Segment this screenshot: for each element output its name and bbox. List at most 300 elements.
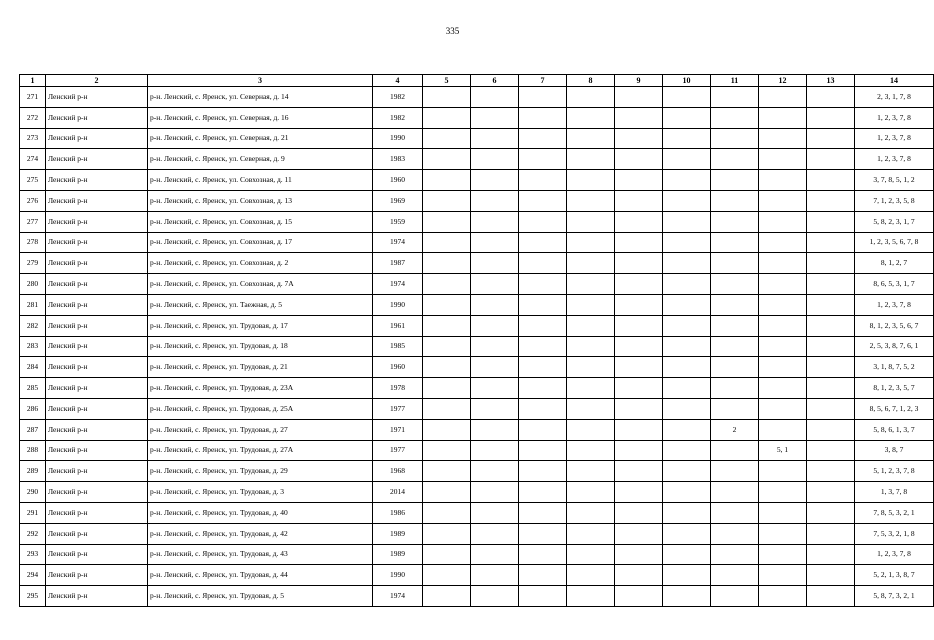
cell-col-12	[759, 586, 807, 607]
cell-col-8	[567, 149, 615, 170]
table-row	[20, 461, 934, 482]
column-header: 9	[615, 75, 663, 87]
cell-row-number: 294	[20, 565, 46, 586]
cell-col-12	[759, 357, 807, 378]
cell-col-10	[663, 544, 711, 565]
cell-col-13	[807, 107, 855, 128]
cell-col-8	[567, 419, 615, 440]
cell-col-12	[759, 378, 807, 399]
cell-col-14: 8, 1, 2, 3, 5, 6, 7	[855, 315, 934, 336]
cell-col-5	[423, 190, 471, 211]
cell-col-11	[711, 128, 759, 149]
cell-col-13	[807, 170, 855, 191]
table-row	[20, 232, 934, 253]
cell-row-number: 288	[20, 440, 46, 461]
cell-address: р-н. Ленский, с. Яренск, ул. Совхозная, д. 11	[148, 170, 373, 191]
cell-row-number: 275	[20, 170, 46, 191]
cell-col-6	[471, 523, 519, 544]
cell-col-14: 7, 5, 3, 2, 1, 8	[855, 523, 934, 544]
column-header: 4	[373, 75, 423, 87]
cell-col-11	[711, 523, 759, 544]
cell-col-8	[567, 170, 615, 191]
cell-col-12: 5, 1	[759, 440, 807, 461]
cell-year: 1974	[373, 232, 423, 253]
table-row	[20, 544, 934, 565]
cell-col-7	[519, 128, 567, 149]
table-row	[20, 149, 934, 170]
cell-col-9	[615, 149, 663, 170]
cell-col-12	[759, 315, 807, 336]
cell-address: р-н. Ленский, с. Яренск, ул. Совхозная, д. 17	[148, 232, 373, 253]
cell-district: Ленский р-н	[46, 336, 148, 357]
cell-col-14: 2, 3, 1, 7, 8	[855, 87, 934, 108]
cell-col-12	[759, 87, 807, 108]
cell-col-13	[807, 274, 855, 295]
cell-row-number: 283	[20, 336, 46, 357]
cell-col-13	[807, 502, 855, 523]
cell-col-5	[423, 149, 471, 170]
cell-col-8	[567, 315, 615, 336]
registry-table	[19, 74, 934, 607]
cell-col-7	[519, 565, 567, 586]
cell-col-5	[423, 232, 471, 253]
cell-col-11	[711, 565, 759, 586]
cell-address: р-н. Ленский, с. Яренск, ул. Трудовая, д. 5	[148, 586, 373, 607]
cell-col-9	[615, 461, 663, 482]
cell-col-5	[423, 523, 471, 544]
column-header: 14	[855, 75, 934, 87]
cell-col-10	[663, 232, 711, 253]
cell-col-5	[423, 482, 471, 503]
cell-year: 1990	[373, 565, 423, 586]
cell-col-6	[471, 315, 519, 336]
cell-col-9	[615, 87, 663, 108]
cell-address: р-н. Ленский, с. Яренск, ул. Трудовая, д. 23А	[148, 378, 373, 399]
cell-col-6	[471, 586, 519, 607]
cell-col-7	[519, 253, 567, 274]
cell-col-14: 8, 1, 2, 7	[855, 253, 934, 274]
cell-col-13	[807, 544, 855, 565]
cell-district: Ленский р-н	[46, 149, 148, 170]
cell-district: Ленский р-н	[46, 357, 148, 378]
cell-col-14: 3, 7, 8, 5, 1, 2	[855, 170, 934, 191]
cell-col-13	[807, 378, 855, 399]
cell-address: р-н. Ленский, с. Яренск, ул. Северная, д. 21	[148, 128, 373, 149]
cell-col-7	[519, 482, 567, 503]
cell-col-8	[567, 523, 615, 544]
cell-col-9	[615, 107, 663, 128]
column-header: 12	[759, 75, 807, 87]
cell-col-12	[759, 128, 807, 149]
cell-district: Ленский р-н	[46, 274, 148, 295]
cell-col-11	[711, 190, 759, 211]
table-row	[20, 170, 934, 191]
cell-col-7	[519, 211, 567, 232]
cell-col-14: 5, 2, 1, 3, 8, 7	[855, 565, 934, 586]
cell-col-11	[711, 440, 759, 461]
cell-col-10	[663, 461, 711, 482]
cell-col-6	[471, 253, 519, 274]
cell-col-7	[519, 419, 567, 440]
cell-col-5	[423, 211, 471, 232]
table-row	[20, 357, 934, 378]
cell-address: р-н. Ленский, с. Яренск, ул. Трудовая, д. 27А	[148, 440, 373, 461]
cell-year: 1986	[373, 502, 423, 523]
cell-col-5	[423, 253, 471, 274]
cell-district: Ленский р-н	[46, 419, 148, 440]
cell-col-8	[567, 502, 615, 523]
cell-col-9	[615, 523, 663, 544]
cell-col-14: 1, 3, 7, 8	[855, 482, 934, 503]
cell-row-number: 272	[20, 107, 46, 128]
cell-col-5	[423, 440, 471, 461]
cell-col-11	[711, 398, 759, 419]
cell-col-12	[759, 149, 807, 170]
cell-col-6	[471, 149, 519, 170]
cell-row-number: 279	[20, 253, 46, 274]
cell-col-13	[807, 482, 855, 503]
cell-col-14: 1, 2, 3, 7, 8	[855, 107, 934, 128]
cell-col-8	[567, 87, 615, 108]
cell-col-13	[807, 586, 855, 607]
cell-col-14: 1, 2, 3, 7, 8	[855, 294, 934, 315]
cell-col-9	[615, 128, 663, 149]
column-header: 10	[663, 75, 711, 87]
cell-year: 1960	[373, 357, 423, 378]
cell-col-11: 2	[711, 419, 759, 440]
cell-col-9	[615, 440, 663, 461]
cell-col-9	[615, 190, 663, 211]
cell-col-10	[663, 523, 711, 544]
cell-col-12	[759, 253, 807, 274]
cell-col-12	[759, 544, 807, 565]
cell-col-10	[663, 128, 711, 149]
cell-col-14: 8, 5, 6, 7, 1, 2, 3	[855, 398, 934, 419]
cell-row-number: 281	[20, 294, 46, 315]
cell-col-14: 1, 2, 3, 5, 6, 7, 8	[855, 232, 934, 253]
cell-col-7	[519, 523, 567, 544]
cell-row-number: 287	[20, 419, 46, 440]
cell-col-10	[663, 149, 711, 170]
cell-address: р-н. Ленский, с. Яренск, ул. Северная, д. 9	[148, 149, 373, 170]
cell-col-10	[663, 294, 711, 315]
cell-col-11	[711, 544, 759, 565]
cell-col-8	[567, 586, 615, 607]
cell-row-number: 286	[20, 398, 46, 419]
cell-col-12	[759, 336, 807, 357]
cell-district: Ленский р-н	[46, 170, 148, 191]
cell-year: 1983	[373, 149, 423, 170]
cell-col-9	[615, 170, 663, 191]
table-row	[20, 440, 934, 461]
cell-col-8	[567, 357, 615, 378]
table-row	[20, 523, 934, 544]
cell-col-14: 2, 5, 3, 8, 7, 6, 1	[855, 336, 934, 357]
cell-col-8	[567, 440, 615, 461]
cell-col-5	[423, 398, 471, 419]
cell-col-13	[807, 357, 855, 378]
table-header	[20, 75, 934, 87]
cell-col-7	[519, 461, 567, 482]
cell-col-6	[471, 170, 519, 191]
cell-district: Ленский р-н	[46, 398, 148, 419]
cell-year: 1969	[373, 190, 423, 211]
table-row	[20, 482, 934, 503]
cell-col-10	[663, 440, 711, 461]
cell-col-13	[807, 523, 855, 544]
cell-col-6	[471, 357, 519, 378]
cell-col-6	[471, 378, 519, 399]
cell-col-6	[471, 87, 519, 108]
cell-row-number: 285	[20, 378, 46, 399]
cell-col-10	[663, 502, 711, 523]
cell-address: р-н. Ленский, с. Яренск, ул. Трудовая, д. 18	[148, 336, 373, 357]
cell-col-6	[471, 211, 519, 232]
cell-col-13	[807, 419, 855, 440]
cell-col-5	[423, 107, 471, 128]
cell-col-7	[519, 232, 567, 253]
cell-col-12	[759, 211, 807, 232]
cell-col-6	[471, 107, 519, 128]
cell-col-10	[663, 419, 711, 440]
cell-address: р-н. Ленский, с. Яренск, ул. Трудовая, д. 25А	[148, 398, 373, 419]
cell-col-8	[567, 107, 615, 128]
cell-col-5	[423, 357, 471, 378]
column-header: 3	[148, 75, 373, 87]
cell-col-8	[567, 398, 615, 419]
cell-col-12	[759, 294, 807, 315]
table-row	[20, 419, 934, 440]
cell-col-5	[423, 336, 471, 357]
cell-col-8	[567, 128, 615, 149]
cell-col-12	[759, 502, 807, 523]
cell-year: 1959	[373, 211, 423, 232]
cell-col-13	[807, 294, 855, 315]
cell-col-11	[711, 461, 759, 482]
cell-col-13	[807, 315, 855, 336]
cell-year: 1977	[373, 440, 423, 461]
cell-col-10	[663, 170, 711, 191]
cell-address: р-н. Ленский, с. Яренск, ул. Совхозная, д. 15	[148, 211, 373, 232]
cell-row-number: 276	[20, 190, 46, 211]
cell-col-9	[615, 419, 663, 440]
cell-col-5	[423, 274, 471, 295]
cell-col-8	[567, 211, 615, 232]
cell-col-6	[471, 502, 519, 523]
cell-col-10	[663, 253, 711, 274]
cell-col-13	[807, 461, 855, 482]
cell-col-13	[807, 190, 855, 211]
cell-district: Ленский р-н	[46, 440, 148, 461]
table-row	[20, 586, 934, 607]
cell-col-8	[567, 482, 615, 503]
cell-col-6	[471, 232, 519, 253]
cell-col-11	[711, 232, 759, 253]
cell-col-5	[423, 502, 471, 523]
column-header: 8	[567, 75, 615, 87]
cell-col-11	[711, 211, 759, 232]
cell-year: 1968	[373, 461, 423, 482]
cell-col-8	[567, 274, 615, 295]
cell-col-12	[759, 419, 807, 440]
table-body	[20, 87, 934, 607]
table-row	[20, 315, 934, 336]
cell-col-14: 5, 8, 7, 3, 2, 1	[855, 586, 934, 607]
cell-address: р-н. Ленский, с. Яренск, ул. Северная, д. 14	[148, 87, 373, 108]
cell-district: Ленский р-н	[46, 461, 148, 482]
cell-row-number: 277	[20, 211, 46, 232]
cell-col-12	[759, 461, 807, 482]
cell-col-13	[807, 211, 855, 232]
cell-col-7	[519, 357, 567, 378]
table-row	[20, 378, 934, 399]
cell-col-7	[519, 190, 567, 211]
table-row	[20, 274, 934, 295]
cell-year: 1977	[373, 398, 423, 419]
cell-col-11	[711, 87, 759, 108]
cell-col-7	[519, 274, 567, 295]
cell-col-12	[759, 274, 807, 295]
cell-col-8	[567, 461, 615, 482]
cell-col-12	[759, 190, 807, 211]
cell-district: Ленский р-н	[46, 294, 148, 315]
cell-col-11	[711, 274, 759, 295]
cell-col-14: 5, 1, 2, 3, 7, 8	[855, 461, 934, 482]
cell-row-number: 284	[20, 357, 46, 378]
cell-year: 2014	[373, 482, 423, 503]
cell-col-6	[471, 294, 519, 315]
cell-row-number: 289	[20, 461, 46, 482]
cell-col-8	[567, 544, 615, 565]
cell-col-6	[471, 128, 519, 149]
cell-col-14: 5, 8, 2, 3, 1, 7	[855, 211, 934, 232]
cell-col-14: 3, 8, 7	[855, 440, 934, 461]
cell-address: р-н. Ленский, с. Яренск, ул. Совхозная, д. 2	[148, 253, 373, 274]
cell-col-5	[423, 294, 471, 315]
cell-col-6	[471, 440, 519, 461]
cell-col-13	[807, 232, 855, 253]
cell-col-13	[807, 336, 855, 357]
cell-col-11	[711, 294, 759, 315]
cell-col-14: 1, 2, 3, 7, 8	[855, 544, 934, 565]
cell-col-12	[759, 565, 807, 586]
cell-col-11	[711, 253, 759, 274]
cell-col-6	[471, 544, 519, 565]
cell-district: Ленский р-н	[46, 315, 148, 336]
cell-col-8	[567, 253, 615, 274]
cell-row-number: 282	[20, 315, 46, 336]
cell-col-5	[423, 586, 471, 607]
cell-col-5	[423, 419, 471, 440]
table-row	[20, 87, 934, 108]
cell-col-9	[615, 357, 663, 378]
cell-year: 1989	[373, 523, 423, 544]
cell-col-9	[615, 315, 663, 336]
cell-col-14: 8, 6, 5, 3, 1, 7	[855, 274, 934, 295]
cell-address: р-н. Ленский, с. Яренск, ул. Таежная, д. 5	[148, 294, 373, 315]
cell-district: Ленский р-н	[46, 378, 148, 399]
cell-col-13	[807, 128, 855, 149]
cell-year: 1971	[373, 419, 423, 440]
cell-col-7	[519, 336, 567, 357]
cell-col-7	[519, 87, 567, 108]
cell-year: 1974	[373, 586, 423, 607]
cell-district: Ленский р-н	[46, 128, 148, 149]
cell-district: Ленский р-н	[46, 107, 148, 128]
cell-year: 1961	[373, 315, 423, 336]
cell-address: р-н. Ленский, с. Яренск, ул. Трудовая, д. 29	[148, 461, 373, 482]
column-header: 7	[519, 75, 567, 87]
cell-col-7	[519, 149, 567, 170]
cell-col-7	[519, 107, 567, 128]
cell-address: р-н. Ленский, с. Яренск, ул. Трудовая, д. 21	[148, 357, 373, 378]
cell-address: р-н. Ленский, с. Яренск, ул. Трудовая, д. 44	[148, 565, 373, 586]
cell-district: Ленский р-н	[46, 586, 148, 607]
cell-col-6	[471, 419, 519, 440]
cell-district: Ленский р-н	[46, 544, 148, 565]
cell-col-8	[567, 232, 615, 253]
cell-district: Ленский р-н	[46, 253, 148, 274]
cell-year: 1982	[373, 107, 423, 128]
cell-col-11	[711, 315, 759, 336]
cell-col-9	[615, 378, 663, 399]
cell-col-9	[615, 294, 663, 315]
cell-row-number: 271	[20, 87, 46, 108]
cell-address: р-н. Ленский, с. Яренск, ул. Трудовая, д. 3	[148, 482, 373, 503]
cell-col-5	[423, 378, 471, 399]
cell-col-14: 3, 1, 8, 7, 5, 2	[855, 357, 934, 378]
cell-col-10	[663, 107, 711, 128]
cell-col-12	[759, 232, 807, 253]
cell-col-9	[615, 544, 663, 565]
page-number: 335	[445, 26, 460, 36]
cell-col-10	[663, 190, 711, 211]
cell-col-11	[711, 170, 759, 191]
cell-col-10	[663, 565, 711, 586]
cell-year: 1990	[373, 128, 423, 149]
cell-col-8	[567, 190, 615, 211]
column-header: 5	[423, 75, 471, 87]
cell-col-11	[711, 378, 759, 399]
cell-col-8	[567, 565, 615, 586]
cell-district: Ленский р-н	[46, 565, 148, 586]
column-header: 6	[471, 75, 519, 87]
cell-col-10	[663, 398, 711, 419]
cell-col-9	[615, 565, 663, 586]
cell-row-number: 293	[20, 544, 46, 565]
cell-col-13	[807, 440, 855, 461]
cell-address: р-н. Ленский, с. Яренск, ул. Трудовая, д. 17	[148, 315, 373, 336]
cell-col-12	[759, 107, 807, 128]
table-row	[20, 128, 934, 149]
cell-col-13	[807, 149, 855, 170]
cell-col-11	[711, 357, 759, 378]
cell-district: Ленский р-н	[46, 502, 148, 523]
cell-col-14: 8, 1, 2, 3, 5, 7	[855, 378, 934, 399]
cell-col-11	[711, 107, 759, 128]
cell-year: 1974	[373, 274, 423, 295]
cell-year: 1960	[373, 170, 423, 191]
table-row	[20, 502, 934, 523]
cell-col-11	[711, 502, 759, 523]
cell-col-13	[807, 565, 855, 586]
cell-address: р-н. Ленский, с. Яренск, ул. Северная, д. 16	[148, 107, 373, 128]
cell-col-9	[615, 586, 663, 607]
cell-col-12	[759, 398, 807, 419]
cell-year: 1985	[373, 336, 423, 357]
cell-col-9	[615, 502, 663, 523]
cell-col-10	[663, 211, 711, 232]
